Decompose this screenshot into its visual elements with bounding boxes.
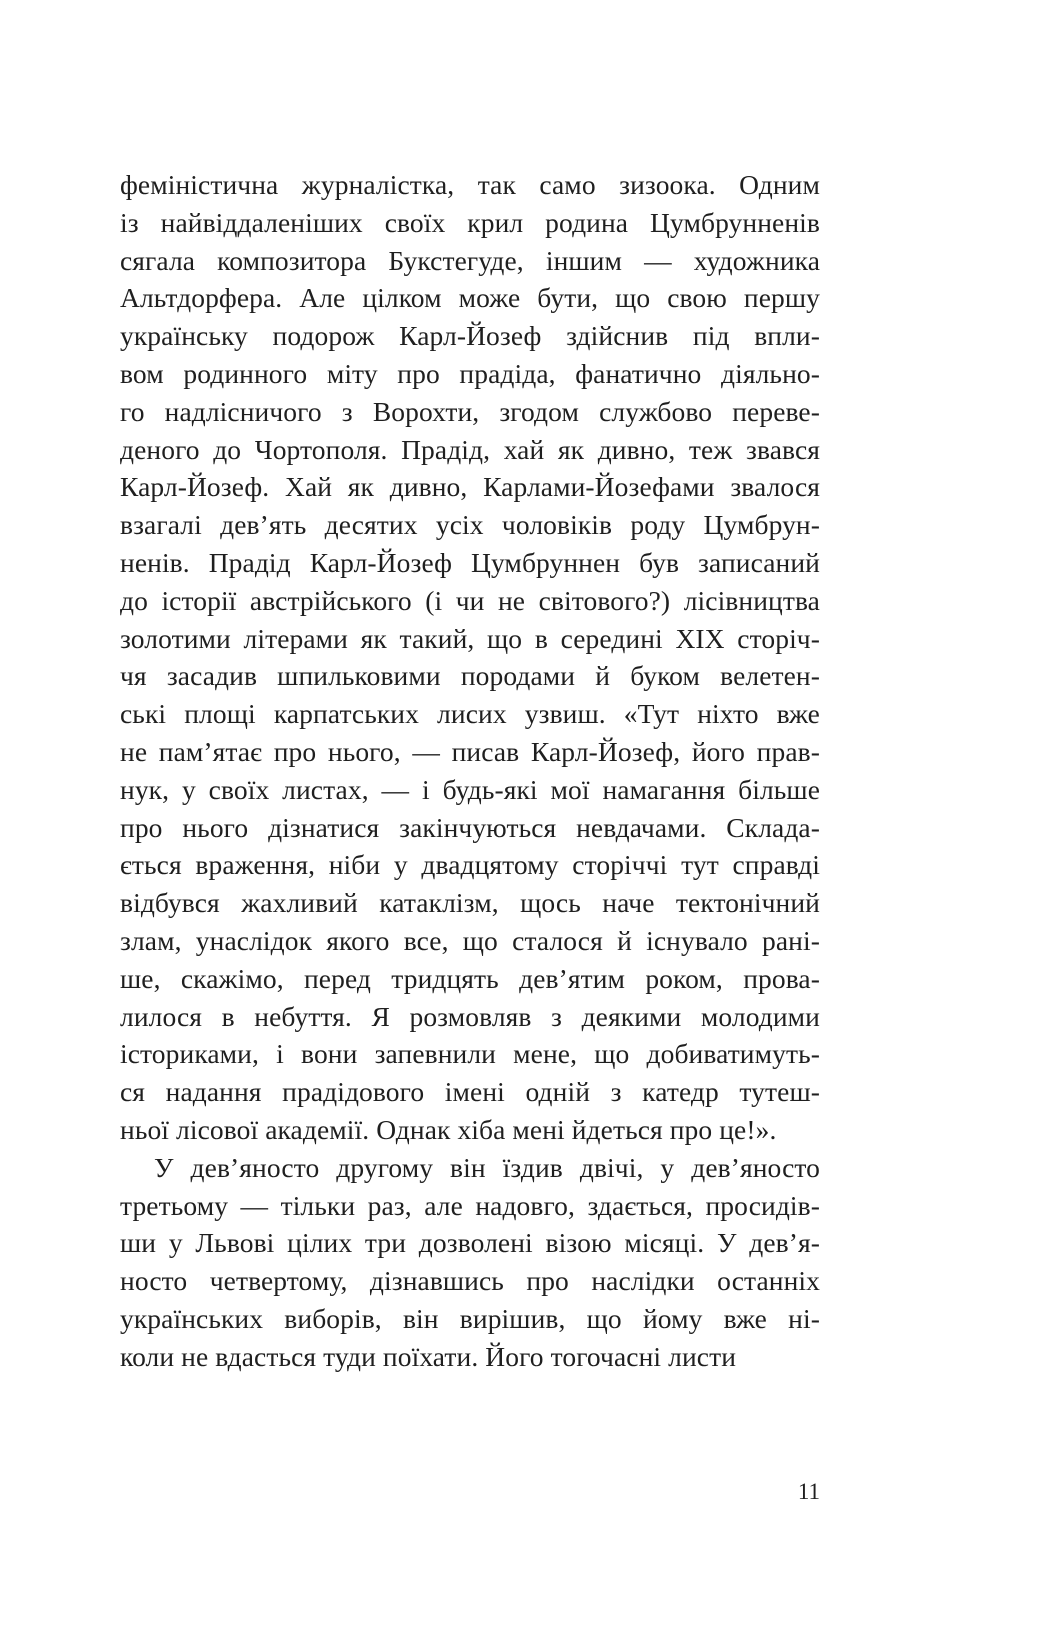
text-line-content: носто четвертому, дізнавшись про наслідки останніх xyxy=(120,1265,820,1297)
text-line-content: третьому — тільки раз, але надовго, здається, просидів- xyxy=(120,1189,820,1221)
text-line-content: із найвіддаленіших своїх крил родина Цумбрунненів xyxy=(120,206,820,238)
text-line xyxy=(120,582,820,620)
text-line-content: лилося в небуття. Я розмовляв з деякими молодими xyxy=(120,1000,820,1032)
text-line-content: феміністична журналістка, так само зизоока. Одним xyxy=(120,169,820,200)
text-line xyxy=(120,393,820,431)
text-line-content: Альтдорфера. Але цілком може бути, що свою першу xyxy=(120,282,820,314)
text-line xyxy=(120,998,820,1036)
text-line-content: сягала композитора Букстегуде, іншим — художника xyxy=(120,244,820,276)
text-line-content: до історії австрійського (і чи не світового?) лісівництва xyxy=(120,584,820,616)
text-line xyxy=(120,1073,820,1111)
text-line xyxy=(120,733,820,771)
text-line-content: про нього дізнатися закінчуються невдачами. Склада- xyxy=(120,811,820,843)
text-line-content: вом родинного міту про прадіда, фанатично діяльно- xyxy=(120,357,820,389)
text-line xyxy=(120,1035,820,1073)
text-line xyxy=(120,355,820,393)
text-line-content: ше, скажімо, перед тридцять дев’ятим роком, прова- xyxy=(120,962,820,994)
text-line xyxy=(120,1149,820,1187)
text-line-content: злам, унаслідок якого все, що сталося й існувало рані- xyxy=(120,924,820,956)
text-line-content: не пам’ятає про нього, — писав Карл-Йозеф, його прав- xyxy=(120,735,820,767)
page-text-block xyxy=(120,166,820,1376)
text-line xyxy=(120,960,820,998)
text-line-content: ненів. Прадід Карл-Йозеф Цумбруннен був записаний xyxy=(120,546,820,578)
text-line-content: українську подорож Карл-Йозеф здійснив під впли- xyxy=(120,320,820,352)
text-line xyxy=(120,166,820,204)
text-line-content: ся надання прадідового імені одній з катедр тутеш- xyxy=(120,1076,820,1108)
text-line xyxy=(120,657,820,695)
paragraph-1 xyxy=(120,166,820,1149)
text-line-content: деного до Чортополя. Прадід, хай як дивно, теж звався xyxy=(120,433,820,465)
text-line xyxy=(120,317,820,355)
text-line xyxy=(120,922,820,960)
text-line-content: відбувся жахливий катаклізм, щось наче тектонічний xyxy=(120,887,820,919)
text-line xyxy=(120,620,820,658)
text-line-content: ньої лісової академії. Однак хіба мені йдеться про це!». xyxy=(120,1113,777,1145)
text-line-content: го надлісничого з Ворохти, згодом службово переве- xyxy=(120,395,820,427)
text-line xyxy=(120,884,820,922)
text-line xyxy=(120,809,820,847)
text-line xyxy=(120,544,820,582)
text-line xyxy=(120,468,820,506)
text-line xyxy=(120,771,820,809)
text-line xyxy=(120,506,820,544)
text-line-content: ські площі карпатських лисих узвиш. «Тут ніхто вже xyxy=(120,698,820,730)
text-line xyxy=(120,279,820,317)
text-line-content: чя засадив шпильковими породами й буком велетен- xyxy=(120,660,820,692)
text-line xyxy=(120,242,820,280)
text-line-content: У дев’яносто другому він їздив двічі, у дев’яносто xyxy=(154,1151,820,1183)
text-line-content: коли не вдасться туди поїхати. Його тогочасні листи xyxy=(120,1340,737,1372)
text-line xyxy=(120,695,820,733)
text-line-content: українських виборів, він вирішив, що йому вже ні- xyxy=(120,1302,820,1334)
text-line xyxy=(120,1262,820,1300)
text-line-content: ши у Львові цілих три дозволені візою місяці. У дев’я- xyxy=(120,1227,820,1259)
text-line-content: ється враження, ніби у двадцятому сторіччі тут справді xyxy=(120,849,820,881)
text-line-content: взагалі дев’ять десятих усіх чоловіків роду Цумбрун- xyxy=(120,509,820,541)
text-line xyxy=(120,1338,820,1376)
text-line xyxy=(120,431,820,469)
text-line-content: істориками, і вони запевнили мене, що добиватимуть- xyxy=(120,1038,820,1070)
text-line xyxy=(120,1224,820,1262)
page-number: 11 xyxy=(797,1479,820,1504)
text-line-content: золотими літерами як такий, що в середині XIX сторіч- xyxy=(120,622,820,654)
text-line xyxy=(120,846,820,884)
text-line xyxy=(120,1300,820,1338)
text-line-content: нук, у своїх листах, — і будь-які мої намагання більше xyxy=(120,773,820,805)
text-line xyxy=(120,1111,820,1149)
text-line xyxy=(120,204,820,242)
text-line-content: Карл-Йозеф. Хай як дивно, Карлами-Йозефами звалося xyxy=(120,471,820,503)
text-line xyxy=(120,1187,820,1225)
paragraph-2 xyxy=(120,1149,820,1376)
